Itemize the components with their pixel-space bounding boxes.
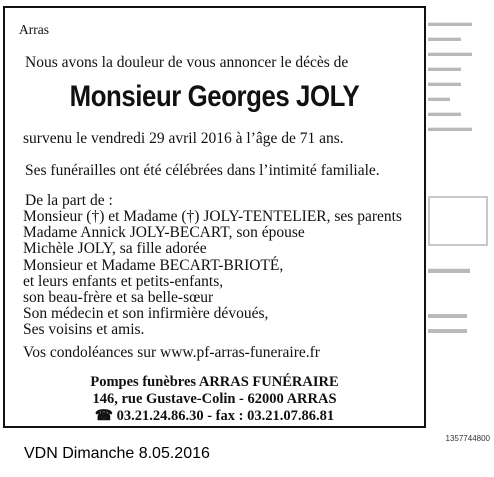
intro-text: Nous avons la douleur de vous annoncer le décès de <box>25 54 349 71</box>
reference-number: 1357744800 <box>445 434 490 443</box>
condolences-text: Vos condoléances sur www.pf-arras-funeraire.fr <box>23 344 320 361</box>
family-line: Madame Annick JOLY-BECART, son épouse <box>23 224 305 242</box>
funeral-home-phone: ☎ 03.21.24.86.30 - fax : 03.21.07.86.81 <box>94 408 335 424</box>
family-line: Monsieur et Madame BECART-BRIOTÉ, <box>23 256 284 274</box>
family-line: Son médecin et son infirmière dévoués, <box>23 305 269 323</box>
family-heading: De la part de : <box>25 192 113 209</box>
bleed-through-text: ▬▬▬▬ ▬▬▬ ▬▬▬▬ ▬▬▬ ▬▬▬ ▬▬ ▬▬▬ ▬▬▬▬ ▬▬▬ ▬▬▬ ▬▬▬ <box>428 16 494 416</box>
obituary-notice <box>3 6 426 428</box>
family-line: Monsieur (†) et Madame (†) JOLY-TENTELIER, ses parents <box>23 208 402 225</box>
funeral-text: Ses funérailles ont été célébrées dans l’intimité familiale. <box>25 162 380 179</box>
death-date: survenu le vendredi 29 avril 2016 à l’âge de 71 ans. <box>23 130 344 147</box>
family-line: son beau-frère et sa belle-sœur <box>23 289 214 307</box>
funeral-home-name: Pompes funèbres ARRAS FUNÉRAIRE <box>90 374 339 390</box>
family-line: et leurs enfants et petits-enfants, <box>23 272 224 290</box>
family-list <box>23 209 402 339</box>
town: Arras <box>19 22 49 37</box>
family-line: Michèle JOLY, sa fille adorée <box>23 240 207 258</box>
deceased-name: Monsieur Georges JOLY <box>69 80 360 113</box>
source-caption: VDN Dimanche 8.05.2016 <box>24 445 210 462</box>
family-line: Ses voisins et amis. <box>23 321 145 339</box>
funeral-home-address: 146, rue Gustave-Colin - 62000 ARRAS <box>92 391 337 407</box>
